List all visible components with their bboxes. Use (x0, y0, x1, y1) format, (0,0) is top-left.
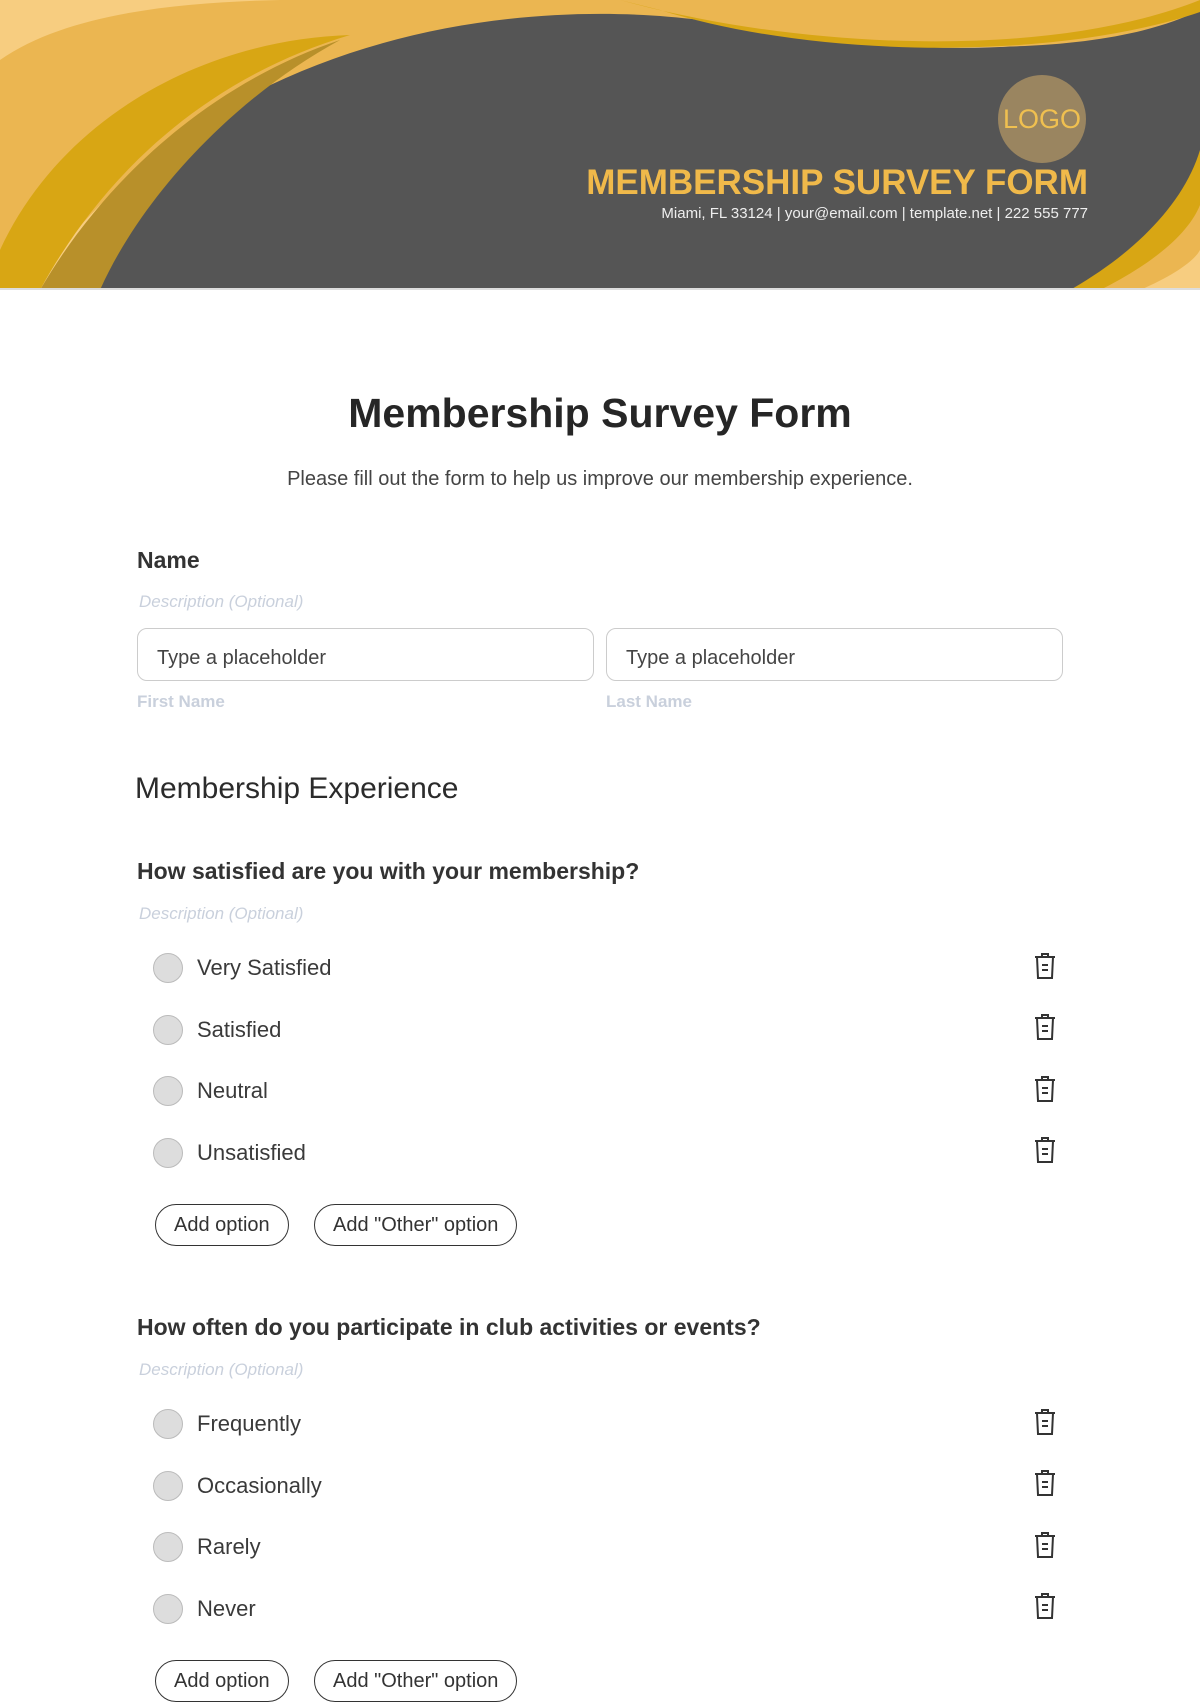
question-label: How often do you participate in club activities or events? (137, 1314, 761, 1340)
trash-icon[interactable] (1032, 1591, 1058, 1626)
option-label: Satisfied (197, 1016, 282, 1042)
option-row (153, 1404, 1058, 1444)
radio-button[interactable] (153, 1471, 183, 1501)
question-description: Description (Optional) (139, 904, 304, 923)
name-description: Description (Optional) (139, 592, 304, 611)
option-row (153, 1071, 1058, 1111)
radio-button[interactable] (153, 953, 183, 983)
page-subtitle: Please fill out the form to help us improve our membership experience. (287, 468, 913, 490)
option-label: Frequently (197, 1411, 301, 1436)
name-label: Name (137, 547, 200, 573)
option-row (153, 1466, 1058, 1506)
first-name-input[interactable]: Type a placeholder (137, 628, 594, 681)
last-name-sublabel: Last Name (606, 692, 692, 711)
question-label: How satisfied are you with your membership? (137, 858, 640, 884)
option-label: Never (197, 1595, 256, 1621)
trash-icon[interactable] (1032, 1407, 1058, 1442)
logo: LOGO (998, 75, 1086, 163)
option-label: Very Satisfied (197, 955, 332, 980)
option-label: Occasionally (197, 1472, 322, 1498)
section-heading: Membership Experience (135, 772, 459, 805)
radio-button[interactable] (153, 1015, 183, 1045)
option-row (153, 948, 1058, 988)
page-title: Membership Survey Form (348, 390, 852, 436)
last-name-input[interactable]: Type a placeholder (606, 628, 1063, 681)
trash-icon[interactable] (1032, 951, 1058, 986)
option-row (153, 1010, 1058, 1050)
trash-icon[interactable] (1032, 1530, 1058, 1565)
header-contact: Miami, FL 33124 | your@email.com | template.net | 222 555 777 (661, 205, 1088, 222)
header-title: MEMBERSHIP SURVEY FORM (586, 163, 1088, 202)
add-other-option-button[interactable]: Add "Other" option (314, 1204, 517, 1246)
trash-icon[interactable] (1032, 1012, 1058, 1047)
trash-icon[interactable] (1032, 1468, 1058, 1503)
radio-button[interactable] (153, 1409, 183, 1439)
option-label: Rarely (197, 1534, 261, 1559)
add-option-button[interactable]: Add option (155, 1204, 289, 1246)
trash-icon[interactable] (1032, 1074, 1058, 1109)
radio-button[interactable] (153, 1594, 183, 1624)
radio-button[interactable] (153, 1076, 183, 1106)
option-label: Unsatisfied (197, 1139, 306, 1165)
question-description: Description (Optional) (139, 1360, 304, 1379)
option-row (153, 1527, 1058, 1567)
add-option-button[interactable]: Add option (155, 1660, 289, 1702)
trash-icon[interactable] (1032, 1135, 1058, 1170)
option-row (153, 1589, 1058, 1629)
option-label: Neutral (197, 1078, 268, 1103)
option-row (153, 1133, 1058, 1173)
first-name-sublabel: First Name (137, 692, 225, 711)
add-other-option-button[interactable]: Add "Other" option (314, 1660, 517, 1702)
radio-button[interactable] (153, 1138, 183, 1168)
radio-button[interactable] (153, 1532, 183, 1562)
